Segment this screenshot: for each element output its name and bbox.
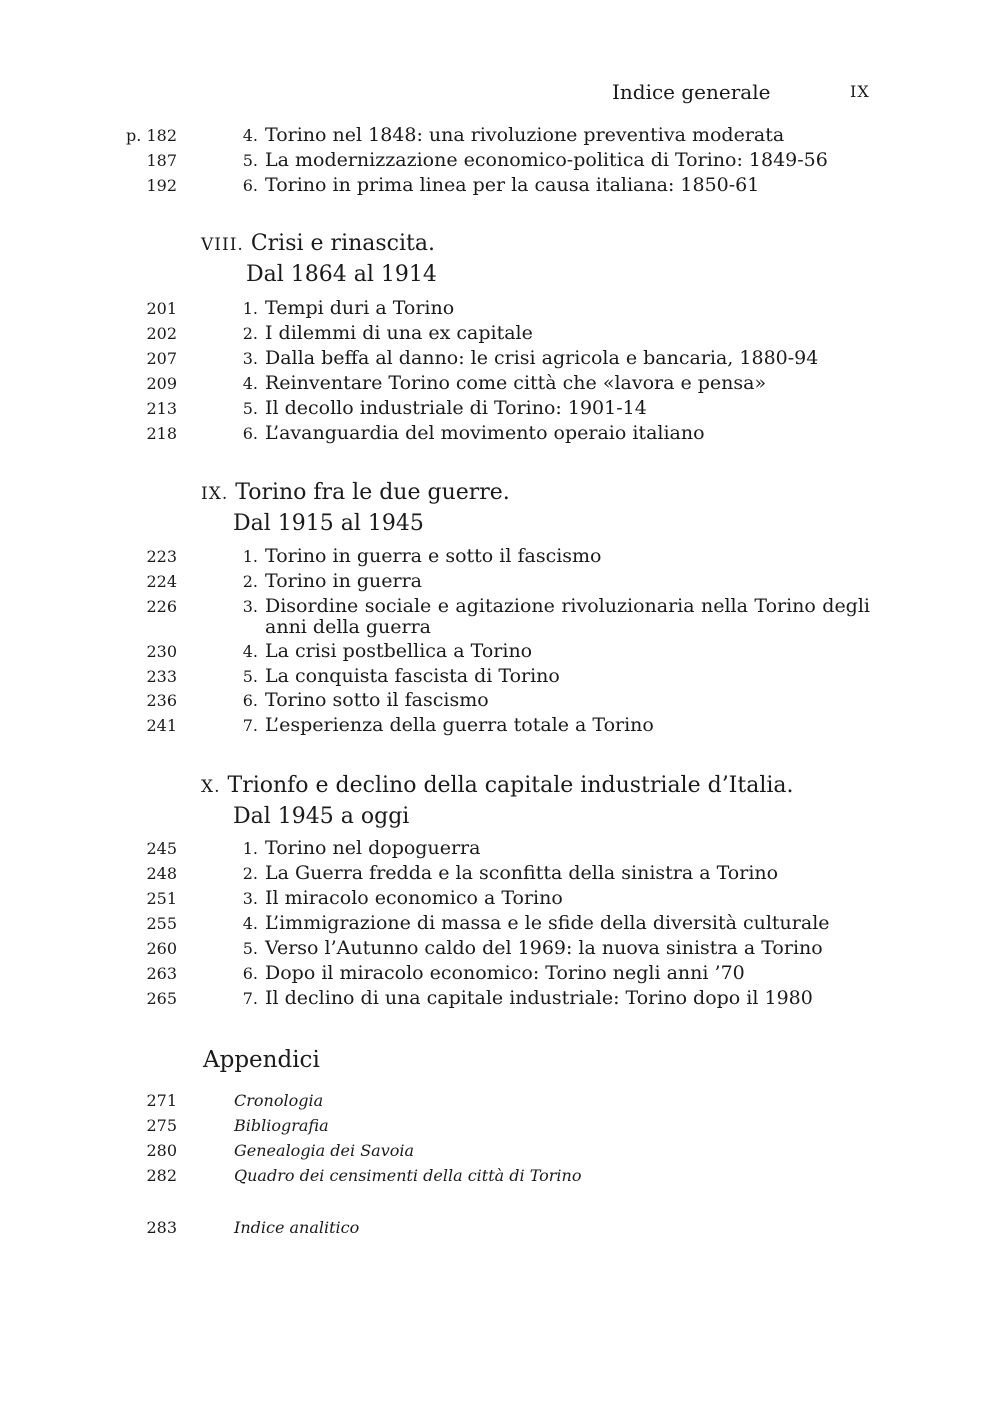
toc-page: 282: [146, 1166, 177, 1185]
index-title: Indice analitico: [234, 1218, 360, 1237]
toc-entry-number: 4.: [242, 914, 258, 933]
running-title: Indice generale: [612, 80, 771, 104]
chapter-subtitle: Dal 1915 al 1945: [233, 511, 424, 536]
toc-entry-title: Torino nel dopoguerra: [265, 837, 481, 859]
toc-entry-title: L’immigrazione di massa e le sfide della diversità culturale: [265, 912, 830, 934]
toc-entry-title: Torino in prima linea per la causa italiana: 1850-61: [265, 174, 760, 196]
index-entry[interactable]: [0, 1215, 1005, 1240]
toc-entry-title: L’esperienza della guerra totale a Torino: [265, 714, 654, 736]
toc-entry-number: 1.: [242, 547, 258, 566]
toc-page: 260: [146, 939, 177, 958]
toc-entry-title: L’avanguardia del movimento operaio italiano: [265, 422, 705, 444]
toc-entry-title: La modernizzazione economico-politica di Torino: 1849-56: [265, 149, 828, 171]
toc-entry-title: Reinventare Torino come città che «lavora e pensa»: [265, 372, 767, 394]
toc-entry-number: 7.: [242, 716, 258, 735]
toc-entry[interactable]: [0, 296, 1005, 321]
running-header: [0, 80, 1005, 106]
toc-page: 236: [146, 691, 177, 710]
toc-page: 245: [146, 839, 177, 858]
toc-page: 230: [146, 642, 177, 661]
toc-entry-number: 4.: [242, 642, 258, 661]
toc-entry-number: 7.: [242, 989, 258, 1008]
toc-entry-title: Tempi duri a Torino: [265, 297, 455, 319]
toc-entry-title: La crisi postbellica a Torino: [265, 640, 533, 662]
toc-page: 265: [146, 989, 177, 1008]
chapter-title: Crisi e rinascita.: [250, 231, 435, 256]
appendix-title: Genealogia dei Savoia: [234, 1141, 415, 1160]
toc-page: 223: [146, 547, 177, 566]
toc-entry-title: Il declino di una capitale industriale: Torino dopo il 1980: [265, 987, 813, 1009]
toc-page: 213: [146, 399, 177, 418]
chapter-subtitle: Dal 1864 al 1914: [246, 262, 437, 287]
chapter-heading: [201, 771, 794, 832]
toc-entry-number: 6.: [242, 176, 258, 195]
chapter-number: X.: [201, 777, 221, 797]
appendix-title: Quadro dei censimenti della città di Torino: [234, 1166, 582, 1185]
toc-entry-number: 1.: [242, 299, 258, 318]
toc-entry-title: Torino sotto il fascismo: [265, 689, 489, 711]
toc-entry-number: 6.: [242, 964, 258, 983]
toc-entry-title: La Guerra fredda e la sconfitta della sinistra a Torino: [265, 862, 779, 884]
chapter-heading: [201, 229, 437, 290]
toc-entry-number: 4.: [242, 374, 258, 393]
toc-page: 224: [146, 572, 177, 591]
toc-entry-number: 2.: [242, 324, 258, 343]
toc-entry-number: 3.: [242, 349, 258, 368]
appendix-entry[interactable]: [0, 1113, 1005, 1138]
toc-entry-number: 1.: [242, 839, 258, 858]
toc-page: 248: [146, 864, 177, 883]
toc-entry-title: Torino in guerra e sotto il fascismo: [265, 545, 602, 567]
toc-entry[interactable]: [0, 321, 1005, 346]
toc-page: 241: [146, 716, 177, 735]
toc-entry-number: 3.: [242, 597, 258, 616]
toc-entry-title: Verso l’Autunno caldo del 1969: la nuova sinistra a Torino: [265, 937, 823, 959]
toc-entry-title: Il decollo industriale di Torino: 1901-14: [265, 397, 647, 419]
toc-entry[interactable]: [0, 396, 1005, 421]
toc-entry-number: 2.: [242, 572, 258, 591]
toc-entry-number: 6.: [242, 424, 258, 443]
toc-page: 271: [146, 1091, 177, 1110]
toc-page: p. 182: [126, 126, 177, 145]
toc-entry[interactable]: [0, 688, 1005, 713]
appendix-entry[interactable]: [0, 1088, 1005, 1113]
toc-entry-title: La conquista fascista di Torino: [265, 665, 560, 687]
toc-entry[interactable]: [0, 911, 1005, 936]
appendix-entry[interactable]: [0, 1163, 1005, 1188]
toc-entry[interactable]: [0, 569, 1005, 594]
appendix-entry[interactable]: [0, 1138, 1005, 1163]
page-number: IX: [850, 82, 870, 101]
chapter-title: Torino fra le due guerre.: [235, 480, 510, 505]
toc-page: 187: [146, 151, 177, 170]
toc-page: 207: [146, 349, 177, 368]
chapter-number: VIII.: [201, 235, 244, 255]
toc-page: 275: [146, 1116, 177, 1135]
toc-entry-title: I dilemmi di una ex capitale: [265, 322, 533, 344]
appendices-heading: Appendici: [203, 1047, 320, 1073]
toc-entry-title: Torino nel 1848: una rivoluzione preventiva moderata: [265, 124, 785, 146]
toc-entry[interactable]: [0, 123, 1005, 148]
toc-entry-number: 2.: [242, 864, 258, 883]
toc-entry[interactable]: [0, 713, 1005, 738]
toc-entry[interactable]: [0, 639, 1005, 664]
toc-entry-title: Torino in guerra: [265, 570, 423, 592]
toc-page: 280: [146, 1141, 177, 1160]
toc-entry-number: 5.: [242, 151, 258, 170]
toc-entry[interactable]: [0, 346, 1005, 371]
toc-entry[interactable]: [0, 544, 1005, 569]
toc-entry-number: 5.: [242, 399, 258, 418]
chapter-title: Trionfo e declino della capitale industriale d’Italia.: [227, 773, 794, 798]
toc-entry[interactable]: [0, 371, 1005, 396]
toc-entry[interactable]: [0, 886, 1005, 911]
toc-page: 251: [146, 889, 177, 908]
toc-page: 209: [146, 374, 177, 393]
toc-entry-title: Dopo il miracolo economico: Torino negli anni ’70: [265, 962, 745, 984]
toc-page: 202: [146, 324, 177, 343]
toc-entry[interactable]: [0, 861, 1005, 886]
toc-page: 283: [146, 1218, 177, 1237]
toc-page: 201: [146, 299, 177, 318]
toc-page: 192: [146, 176, 177, 195]
toc-entry-title: Disordine sociale e agitazione rivoluzionaria nella Torino degli anni della guerra: [265, 595, 870, 638]
toc-entry-title: Dalla beffa al danno: le crisi agricola e bancaria, 1880-94: [265, 347, 819, 369]
toc-entry[interactable]: [0, 961, 1005, 986]
toc-page: 218: [146, 424, 177, 443]
chapter-number: IX.: [201, 484, 229, 504]
toc-entry[interactable]: [0, 594, 1005, 638]
toc-page: 263: [146, 964, 177, 983]
appendix-title: Cronologia: [234, 1091, 324, 1110]
toc-entry[interactable]: [0, 148, 1005, 173]
toc-entry-number: 4.: [242, 126, 258, 145]
toc-entry-number: 5.: [242, 667, 258, 686]
toc-entry-number: 3.: [242, 889, 258, 908]
toc-entry[interactable]: [0, 986, 1005, 1011]
toc-entry[interactable]: [0, 664, 1005, 689]
toc-page: 226: [146, 597, 177, 616]
toc-entry-number: 6.: [242, 691, 258, 710]
chapter-subtitle: Dal 1945 a oggi: [233, 804, 410, 829]
toc-page: 255: [146, 914, 177, 933]
chapter-heading: [201, 478, 510, 539]
toc-entry[interactable]: [0, 421, 1005, 446]
toc-entry[interactable]: [0, 173, 1005, 198]
appendix-title: Bibliografia: [234, 1116, 329, 1135]
toc-entry[interactable]: [0, 936, 1005, 961]
toc-entry[interactable]: [0, 836, 1005, 861]
toc-page: 233: [146, 667, 177, 686]
toc-entry-title: Il miracolo economico a Torino: [265, 887, 563, 909]
toc-entry-number: 5.: [242, 939, 258, 958]
